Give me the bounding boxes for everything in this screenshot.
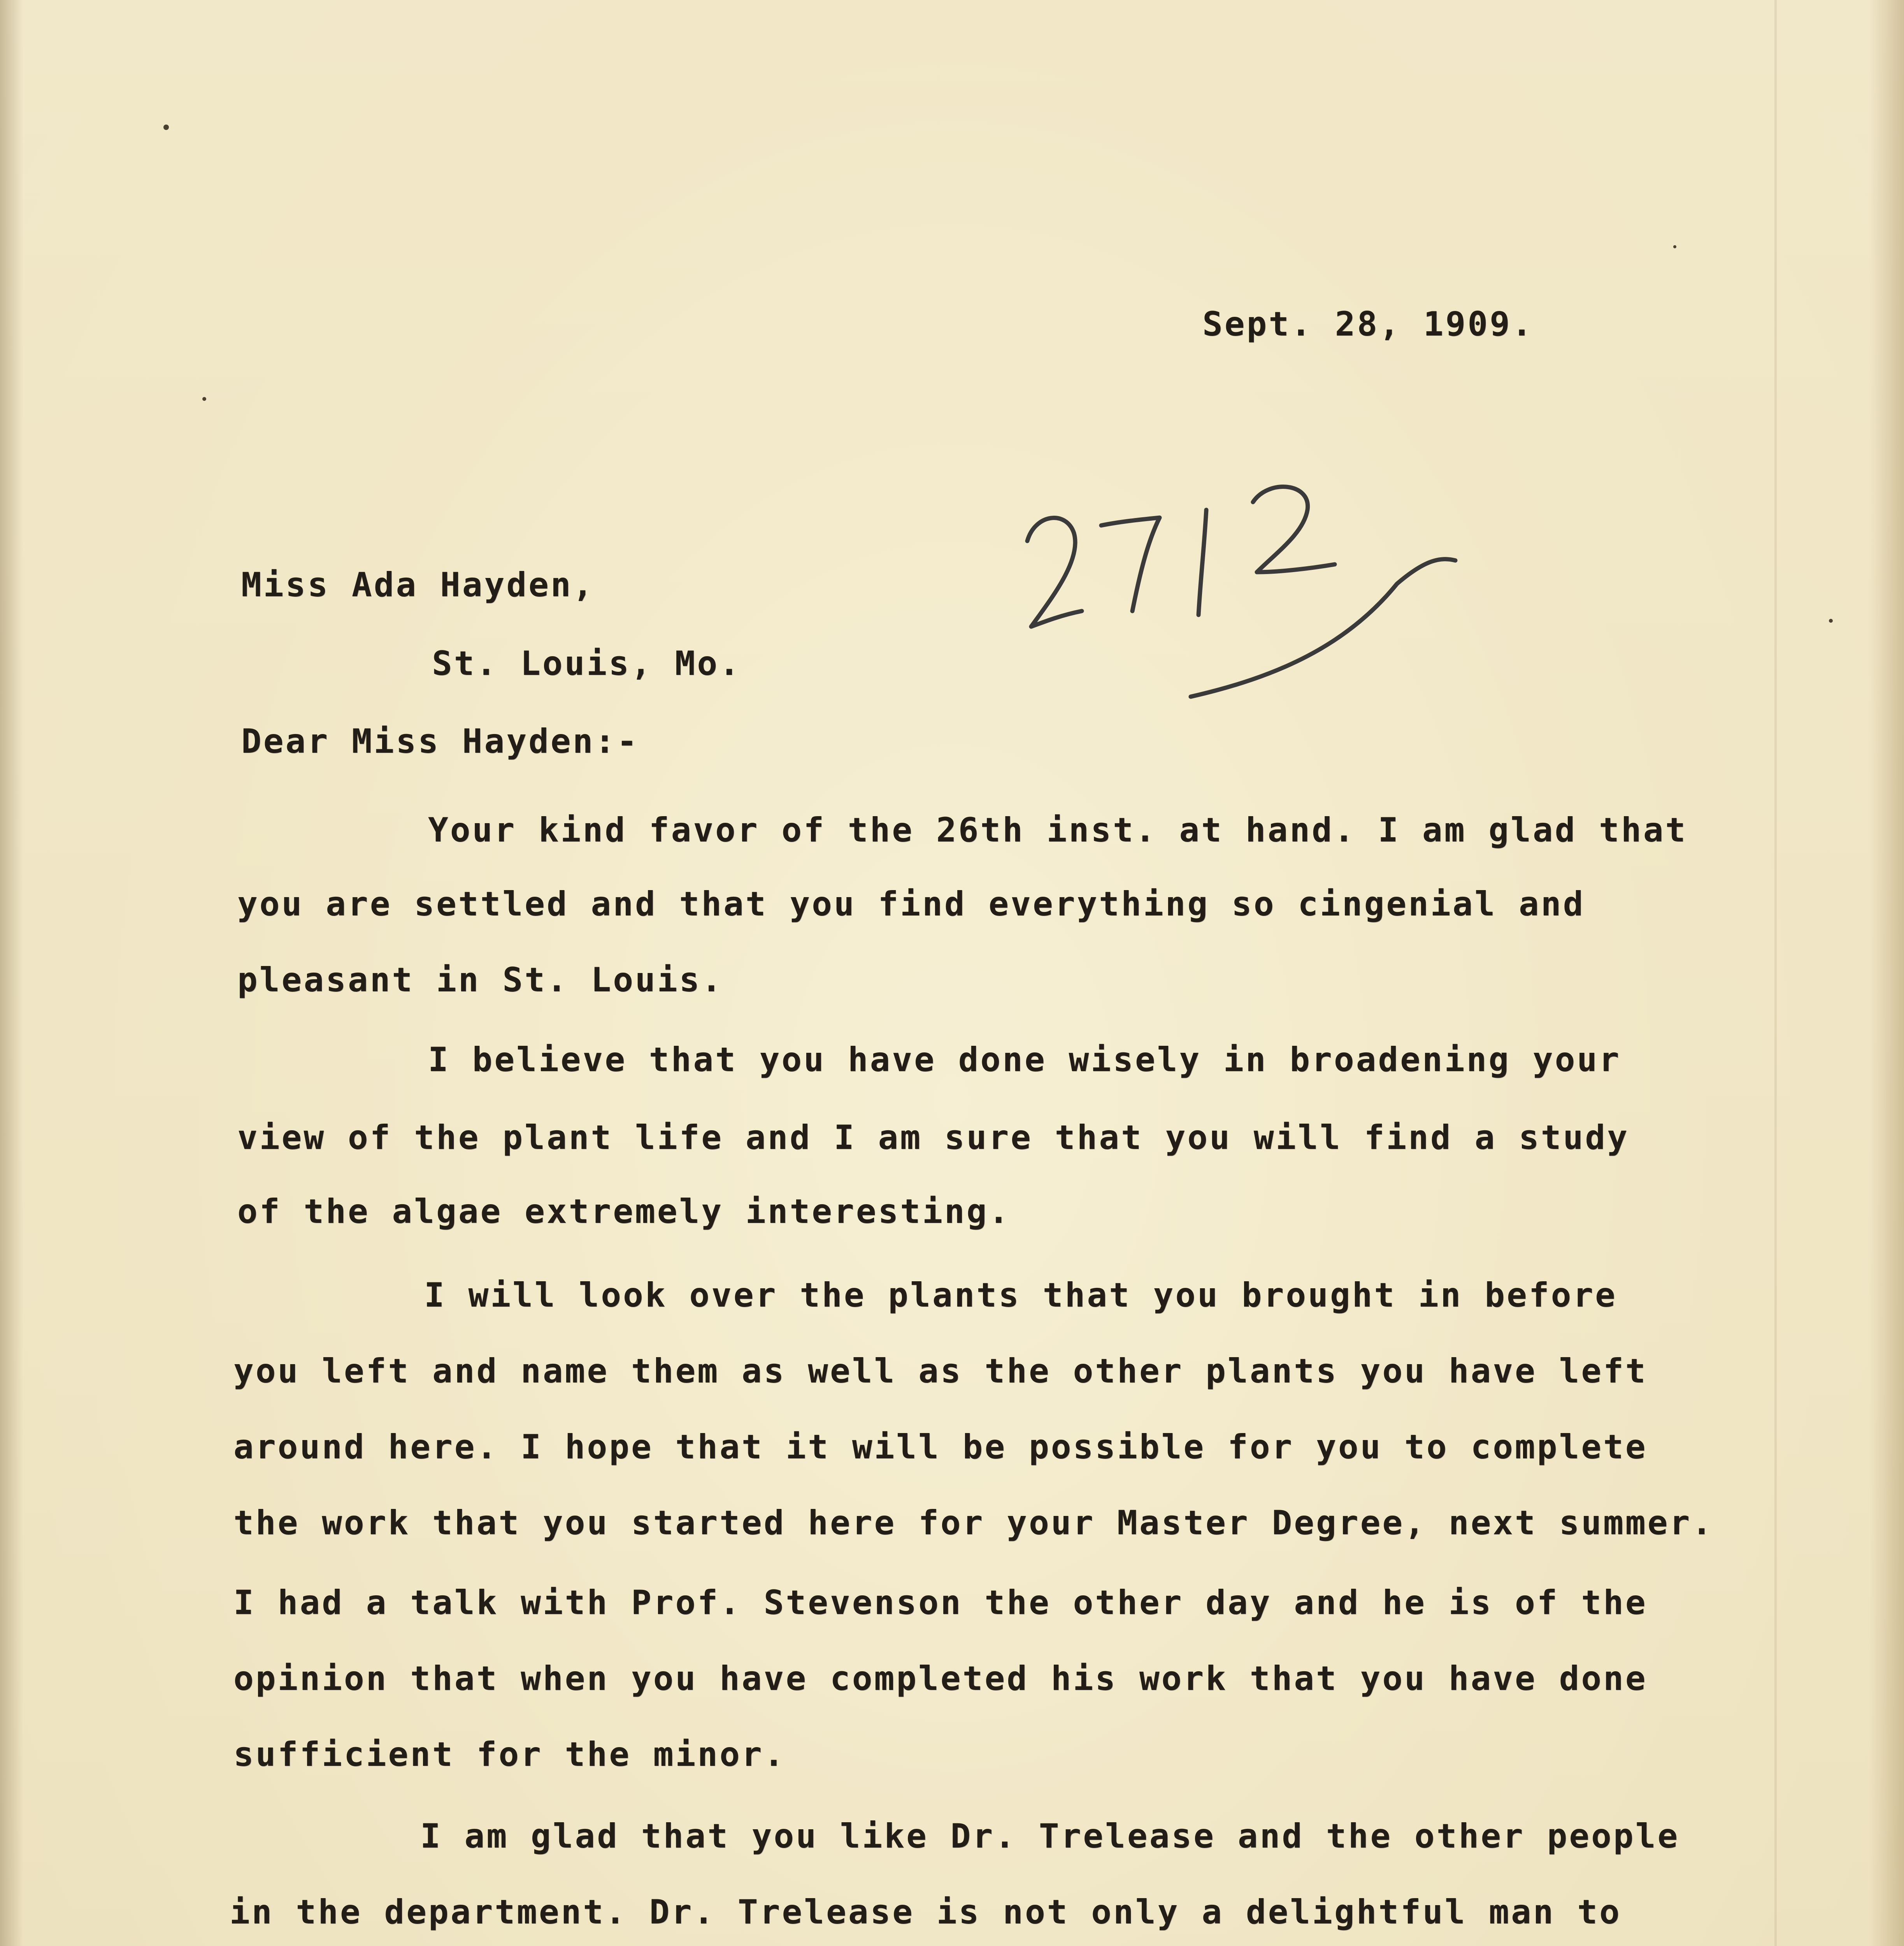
paper-edge-right	[1869, 0, 1904, 1946]
body-line: pleasant in St. Louis.	[237, 961, 724, 999]
recipient-city: St. Louis, Mo.	[432, 644, 741, 683]
paper-edge-left	[0, 0, 23, 1946]
body-line: I will look over the plants that you brought in before	[424, 1276, 1617, 1315]
body-line: you left and name them as well as the other plants you have left	[233, 1352, 1648, 1391]
paper-speck	[202, 397, 206, 401]
letter-date: Sept. 28, 1909.	[1202, 305, 1534, 344]
body-line: opinion that when you have completed his work that you have done	[233, 1659, 1648, 1698]
body-line: the work that you started here for your Master Degree, next summer.	[233, 1503, 1714, 1542]
body-line: I believe that you have done wisely in broadening your	[428, 1040, 1621, 1079]
body-line: sufficient for the minor.	[233, 1735, 786, 1774]
recipient-name: Miss Ada Hayden,	[241, 566, 595, 604]
body-line: view of the plant life and I am sure that you will find a study	[237, 1118, 1629, 1157]
paper-speck	[163, 125, 169, 130]
body-line: around here. I hope that it will be possible for you to complete	[233, 1428, 1648, 1467]
body-line: Your kind favor of the 26th inst. at hand. I am glad that	[428, 811, 1688, 850]
body-line: of the algae extremely interesting.	[237, 1192, 1011, 1231]
paper-fold	[1774, 0, 1777, 1946]
paper-speck	[1673, 245, 1676, 248]
paper-speck	[1829, 619, 1833, 623]
salutation: Dear Miss Hayden:-	[241, 722, 639, 761]
body-line: in the department. Dr. Trelease is not only a delightful man to	[230, 1893, 1621, 1932]
body-line: I am glad that you like Dr. Trelease and the other people	[420, 1817, 1680, 1856]
handwritten-number	[1004, 444, 1479, 724]
body-line: I had a talk with Prof. Stevenson the other day and he is of the	[233, 1583, 1648, 1622]
body-line: you are settled and that you find everything so cingenial and	[237, 885, 1585, 924]
